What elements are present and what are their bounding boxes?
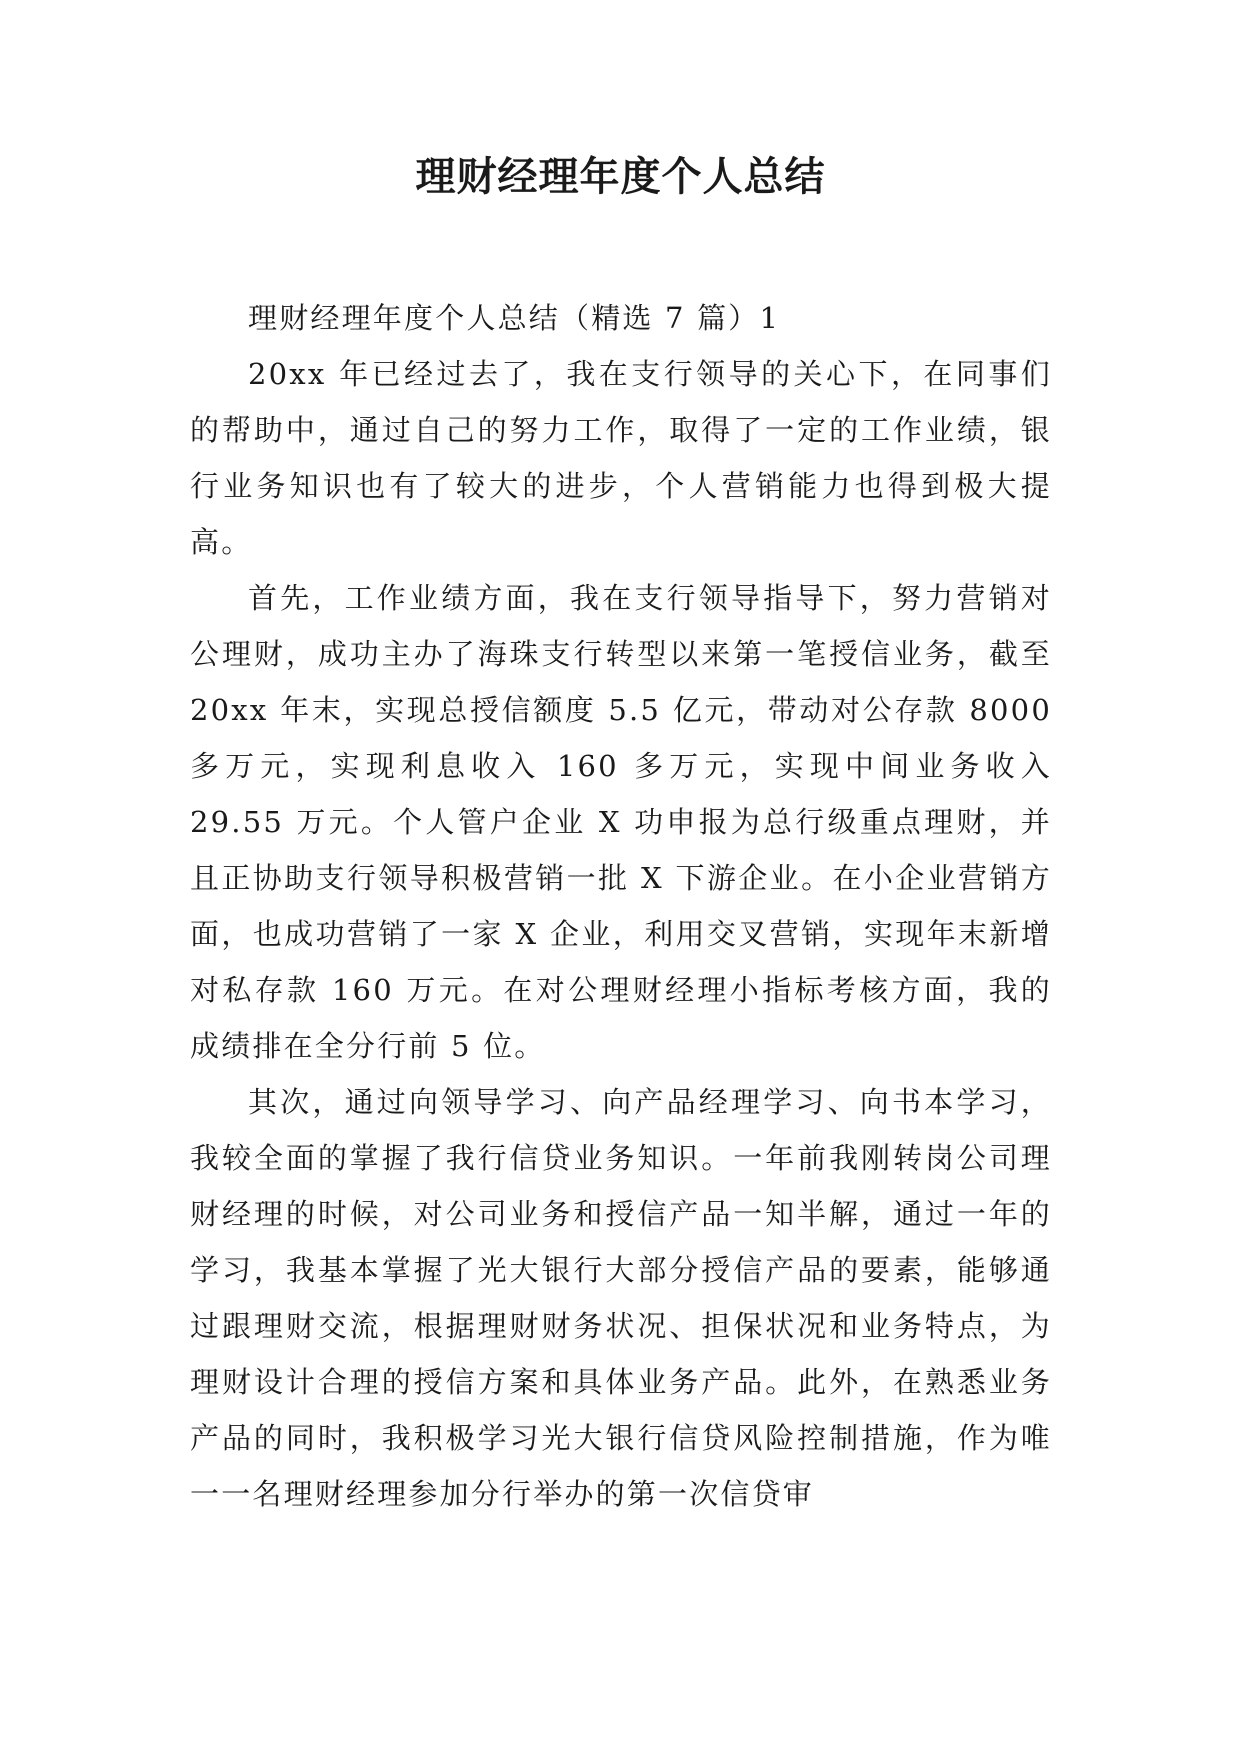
paragraph: 其次，通过向领导学习、向产品经理学习、向书本学习，我较全面的掌握了我行信贷业务知识。一年前我刚转岗公司理财经理的时候，对公司业务和授信产品一知半解，通过一年的学习，我基本掌握了光大银行大部分授信产品的要素，能够通过跟理财交流，根据理财财务状况、担保状况和业务特点，为理财设计合理的授信方案和具体业务产品。此外，在熟悉业务产品的同时，我积极学习光大银行信贷风险控制措施，作为唯一一名理财经理参加分行举办的第一次信贷审	[190, 1085, 1052, 1511]
document-body	[190, 290, 1052, 1522]
document-subtitle: 理财经理年度个人总结（精选 7 篇）1	[248, 301, 781, 335]
paragraph: 首先，工作业绩方面，我在支行领导指导下，努力营销对公理财，成功主办了海珠支行转型以来第一笔授信业务，截至 20xx 年末，实现总授信额度 5.5 亿元，带动对公存款 8000 多万元，实现利息收入 160 多万元，实现中间业务收入 29.55 万元。个人管户企业 X 功申报为总行级重点理财，并且正协助支行领导积极营销一批 X 下游企业。在小企业营销方面，也成功营销了一家 X 企业，利用交叉营销，实现年末新增对私存款 160 万元。在对公理财经理小指标考核方面，我的成绩排在全分行前 5 位。	[190, 581, 1052, 1063]
paragraph: 20xx 年已经过去了，我在支行领导的关心下，在同事们的帮助中，通过自己的努力工作，取得了一定的工作业绩，银行业务知识也有了较大的进步，个人营销能力也得到极大提高。	[190, 357, 1052, 559]
document-title: 理财经理年度个人总结	[415, 153, 826, 200]
